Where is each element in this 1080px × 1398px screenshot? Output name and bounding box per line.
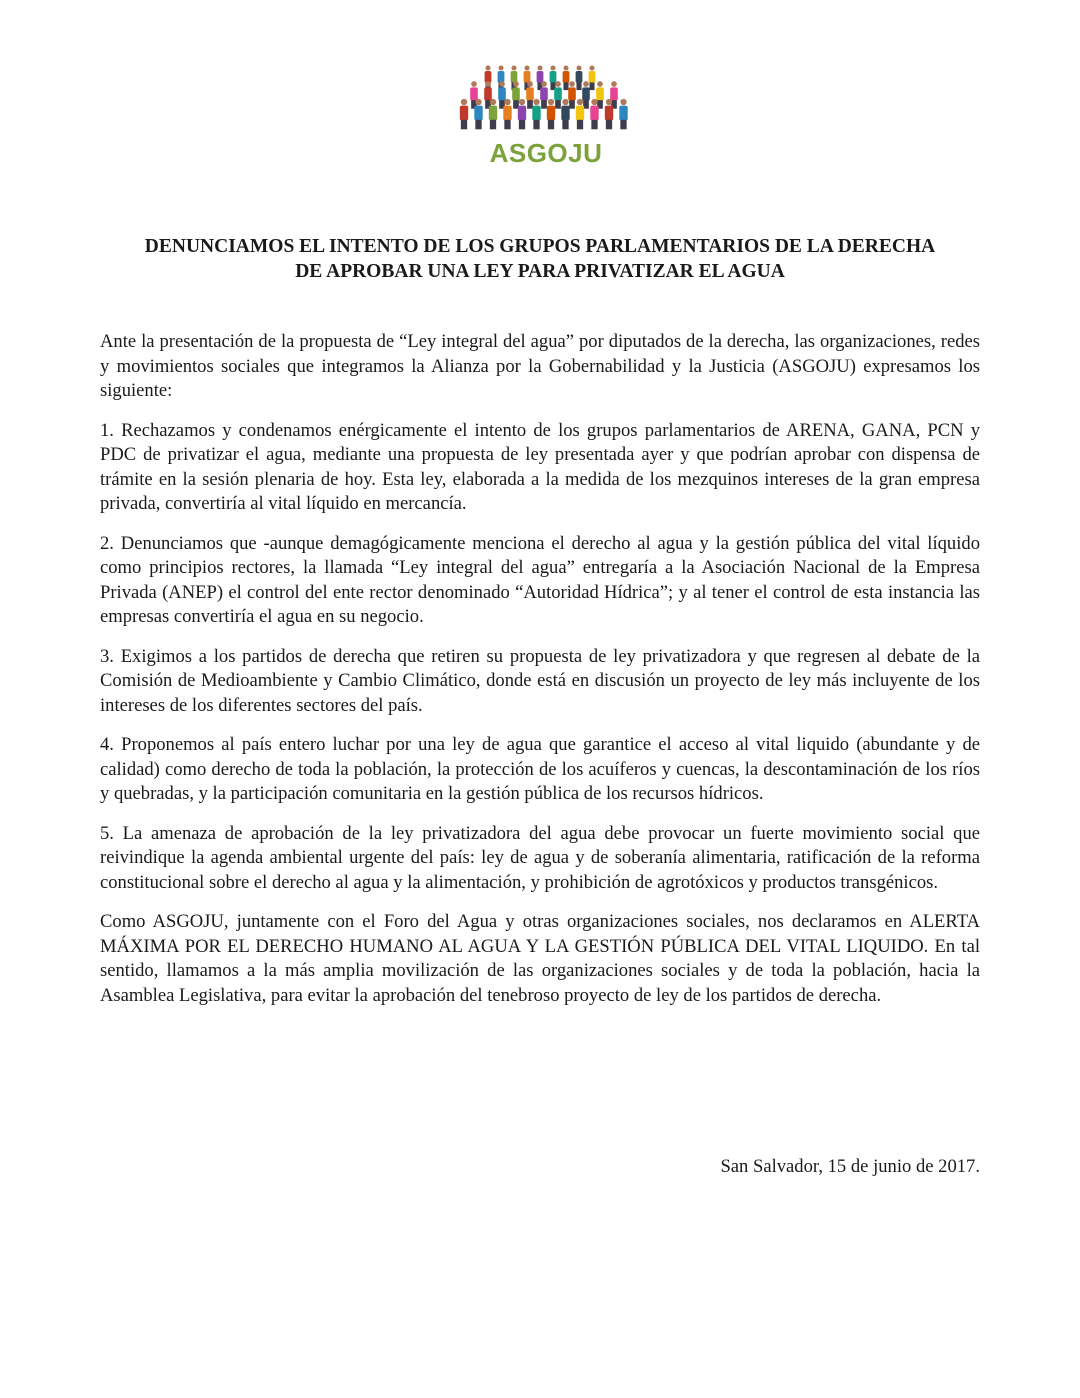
person-body bbox=[498, 71, 505, 83]
person-head bbox=[606, 99, 612, 105]
person-body bbox=[554, 87, 562, 100]
person-legs bbox=[589, 82, 594, 90]
person-body bbox=[489, 106, 497, 121]
person-head bbox=[527, 81, 533, 87]
person-body bbox=[590, 106, 598, 121]
person-body bbox=[470, 87, 478, 100]
person-legs bbox=[541, 100, 547, 109]
person-body bbox=[537, 71, 544, 83]
document-title bbox=[60, 234, 1020, 284]
point-2-paragraph: 2. Denunciamos que -aunque demagógicamente menciona el derecho al agua y la gestión pública del vital líquido como principios rectores, la llamada “Ley integral del agua” entregaría a la Asociación Nacional de la Empresa Privada (ANEP) el control del ente rector denominado “Autoridad Hídrica”; y al tener el control de esta instancia las empresas convertiría el agua en su negocio. bbox=[100, 532, 980, 627]
person-body bbox=[576, 71, 583, 83]
person-head bbox=[550, 65, 555, 70]
person-head bbox=[499, 81, 505, 87]
person-body bbox=[511, 71, 518, 83]
asgoju-logo bbox=[458, 58, 634, 170]
person-body bbox=[484, 87, 492, 100]
person-legs bbox=[563, 82, 568, 90]
person-body bbox=[512, 87, 520, 100]
person-head bbox=[611, 81, 617, 87]
title-line-2: DE APROBAR UNA LEY PARA PRIVATIZAR EL AGUA bbox=[295, 261, 785, 282]
person-head bbox=[589, 65, 594, 70]
person-legs bbox=[519, 120, 525, 129]
person-head bbox=[591, 99, 597, 105]
person-body bbox=[619, 106, 627, 121]
person-body bbox=[460, 106, 468, 121]
person-legs bbox=[504, 120, 510, 129]
person-legs bbox=[562, 120, 568, 129]
person-head bbox=[475, 99, 481, 105]
logo-text: ASGOJU bbox=[489, 138, 603, 168]
person-body bbox=[532, 106, 540, 121]
person-legs bbox=[591, 120, 597, 129]
person-body bbox=[568, 87, 576, 100]
person-head bbox=[569, 81, 575, 87]
intro-paragraph: Ante la presentación de la propuesta de “Ley integral del agua” por diputados de la derecha, las organizaciones, redes y movimientos sociales que integramos la Alianza por la Gobernabilidad y la Justicia (ASGOJU) expresamos los siguiente: bbox=[100, 331, 980, 401]
person-body bbox=[582, 87, 590, 100]
person-head bbox=[533, 99, 539, 105]
person-legs bbox=[548, 120, 554, 129]
person-legs bbox=[569, 100, 575, 109]
person-body bbox=[485, 71, 492, 83]
person-head bbox=[576, 65, 581, 70]
person-head bbox=[471, 81, 477, 87]
person-body bbox=[474, 106, 482, 121]
person-head bbox=[519, 99, 525, 105]
person-body bbox=[563, 71, 570, 83]
person-head bbox=[524, 65, 529, 70]
person-head bbox=[597, 81, 603, 87]
person-head bbox=[511, 65, 516, 70]
person-body bbox=[550, 71, 557, 83]
person-head bbox=[563, 65, 568, 70]
person-body bbox=[596, 87, 604, 100]
person-head bbox=[513, 81, 519, 87]
person-head bbox=[461, 99, 467, 105]
person-legs bbox=[461, 120, 467, 129]
person-legs bbox=[555, 100, 561, 109]
person-head bbox=[583, 81, 589, 87]
person-head bbox=[620, 99, 626, 105]
people-crowd-icon bbox=[458, 58, 634, 142]
person-legs bbox=[577, 120, 583, 129]
person-body bbox=[498, 87, 506, 100]
person-body bbox=[610, 87, 618, 100]
person-body bbox=[518, 106, 526, 121]
person-body bbox=[561, 106, 569, 121]
person-head bbox=[537, 65, 542, 70]
person-head bbox=[490, 99, 496, 105]
person-head bbox=[555, 81, 561, 87]
point-1-paragraph: 1. Rechazamos y condenamos enérgicamente el intento de los grupos parlamentarios de ARENA, GANA, PCN y PDC de privatizar el agua, mediante una propuesta de ley presentada ayer y que podrían aprobar con dispensa de trámite en la sesión plenaria de hoy. Esta ley, elaborada a la medida de los mezquinos intereses de la gran empresa privada, convertiría al vital líquido en mercancía. bbox=[100, 419, 980, 514]
person-head bbox=[577, 99, 583, 105]
document-body bbox=[100, 330, 980, 1023]
person-head bbox=[548, 99, 554, 105]
person-body bbox=[589, 71, 596, 83]
point-5-paragraph: 5. La amenaza de aprobación de la ley privatizadora del agua debe provocar un fuerte movimiento social que reivindique la agenda ambiental urgente del país: ley de agua y de soberanía alimentaria, ratificación de la reforma constitucional sobre el derecho al agua y la alimentación, y prohibición de agrotóxicos y productos transgénicos. bbox=[100, 822, 980, 893]
person-body bbox=[547, 106, 555, 121]
point-3-paragraph: 3. Exigimos a los partidos de derecha que retiren su propuesta de ley privatizadora y que regresen al debate de la Comisión de Medioambiente y Cambio Climático, donde está en discusión un proyecto de ley más incluyente de los intereses de los diferentes sectores del país. bbox=[100, 645, 980, 716]
person-legs bbox=[490, 120, 496, 129]
person-head bbox=[485, 65, 490, 70]
person-body bbox=[605, 106, 613, 121]
person-body bbox=[540, 87, 548, 100]
person-head bbox=[562, 99, 568, 105]
person-body bbox=[524, 71, 531, 83]
point-4-paragraph: 4. Proponemos al país entero luchar por una ley de agua que garantice el acceso al vital liquido (abundante y de calidad) como derecho de toda la población, la protección de los acuíferos y cuencas, la descontaminación de los ríos y quebradas, y la participación comunitaria en la gestión pública de los recursos hídricos. bbox=[100, 734, 980, 804]
person-legs bbox=[576, 82, 581, 90]
title-line-1: DENUNCIAMOS EL INTENTO DE LOS GRUPOS PARLAMENTARIOS DE LA DERECHA bbox=[144, 236, 936, 257]
person-head bbox=[504, 99, 510, 105]
closing-paragraph: Como ASGOJU, juntamente con el Foro del Agua y otras organizaciones sociales, nos declaramos en ALERTA MÁXIMA POR EL DERECHO HUMANO AL AGUA Y LA GESTIÓN PÚBLICA DEL VITAL LIQUIDO. En tal sentido, llamamos a la más amplia movilización de las organizaciones sociales y de toda la población, hacia la Asamblea Legislativa, para evitar la aprobación del tenebroso proyecto de ley de los partidos de derecha. bbox=[100, 911, 980, 1006]
person-body bbox=[503, 106, 511, 121]
person-legs bbox=[533, 120, 539, 129]
person-legs bbox=[606, 120, 612, 129]
person-legs bbox=[475, 120, 481, 129]
place-and-date: San Salvador, 15 de junio de 2017. bbox=[720, 1156, 980, 1177]
person-legs bbox=[527, 100, 533, 109]
person-head bbox=[498, 65, 503, 70]
person-body bbox=[576, 106, 584, 121]
person-legs bbox=[620, 120, 626, 129]
person-head bbox=[485, 81, 491, 87]
person-body bbox=[526, 87, 534, 100]
person-head bbox=[541, 81, 547, 87]
